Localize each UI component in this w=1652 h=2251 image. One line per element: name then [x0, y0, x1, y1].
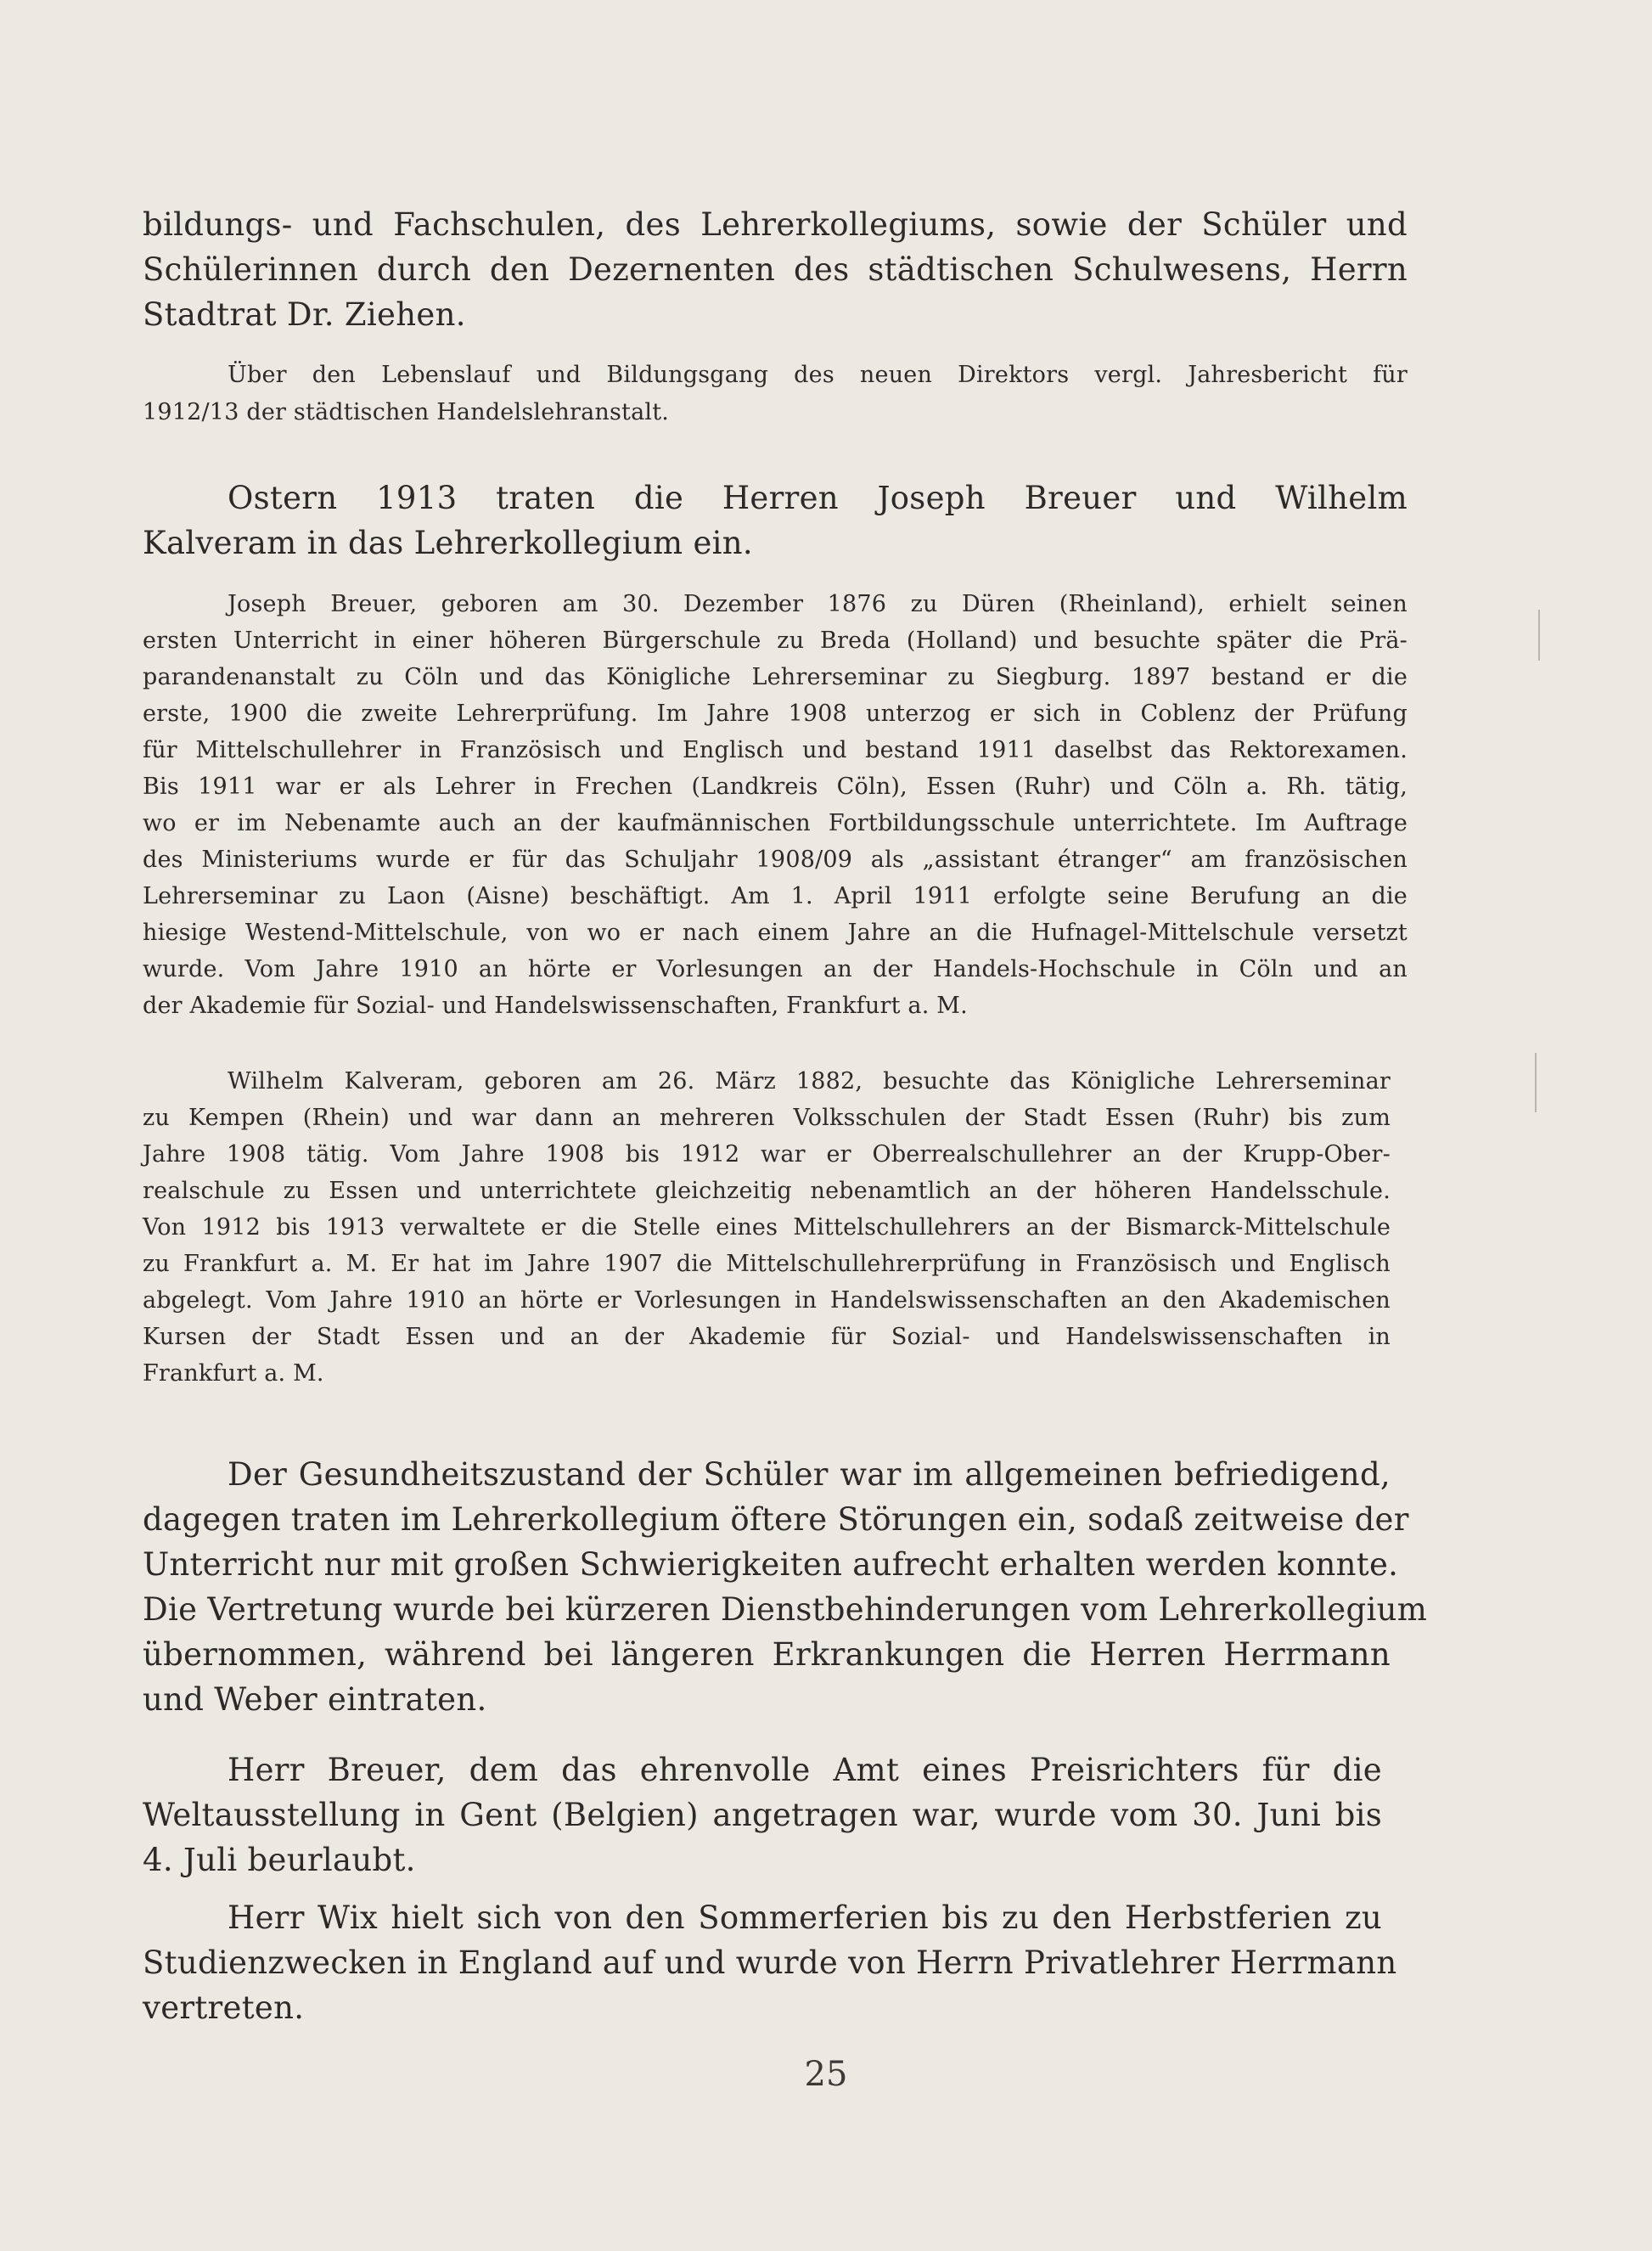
text-line: Frankfurt a. M.	[143, 1360, 324, 1387]
text-line: 4. Juli beurlaubt.	[143, 1842, 416, 1878]
text-line: ersten Unterricht in einer höheren Bürgerschule zu Breda (Holland) und besuchte später die Prä-	[143, 627, 1408, 654]
text-line: übernommen, während bei längeren Erkrankungen die Herren Herrmann	[143, 1636, 1391, 1673]
text-line: für Mittelschullehrer in Französisch und Englisch und bestand 1911 daselbst das Rektorexamen.	[143, 737, 1408, 763]
text-line: Jahre 1908 tätig. Vom Jahre 1908 bis 1912 war er Oberrealschullehrer an der Krupp-Ober-	[143, 1141, 1391, 1168]
text-line: Herr Breuer, dem das ehrenvolle Amt eines Preisrichters für die	[228, 1752, 1382, 1788]
biography-kalveram	[143, 1063, 1391, 1392]
text-line: 1912/13 der städtischen Handelslehranstalt.	[143, 399, 670, 425]
text-line: Der Gesundheitszustand der Schüler war im allgemeinen befriedigend,	[228, 1456, 1391, 1493]
text-line: abgelegt. Vom Jahre 1910 an hörte er Vorlesungen in Handelswissenschaften an den Akademischen	[143, 1287, 1391, 1314]
text-line: Unterricht nur mit großen Schwierigkeiten aufrecht erhalten werden konnte.	[143, 1546, 1399, 1583]
text-line: erste, 1900 die zweite Lehrerprüfung. Im Jahre 1908 unterzog er sich in Coblenz der Prüfung	[143, 701, 1408, 727]
paragraph-2	[143, 476, 1408, 566]
text-line: Lehrerseminar zu Laon (Aisne) beschäftigt. Am 1. April 1911 erfolgte seine Berufung an die	[143, 883, 1408, 909]
text-line: des Ministeriums wurde er für das Schuljahr 1908/09 als „assistant étranger“ am französischen	[143, 847, 1408, 873]
text-line: Schülerinnen durch den Dezernenten des städtischen Schulwesens, Herrn	[143, 251, 1408, 288]
text-line: Ostern 1913 traten die Herren Joseph Breuer und Wilhelm	[228, 480, 1408, 516]
page-number: 25	[804, 2055, 848, 2094]
text-line: bildungs- und Fachschulen, des Lehrerkollegiums, sowie der Schüler und	[143, 206, 1408, 243]
text-line: vertreten.	[143, 1989, 305, 2026]
paragraph-1	[143, 202, 1408, 337]
text-line: Kalveram in das Lehrerkollegium ein.	[143, 525, 753, 561]
text-line: Von 1912 bis 1913 verwaltete er die Stelle eines Mittelschullehrers an der Bismarck-Mittelschule	[143, 1214, 1391, 1241]
text-line: Stadtrat Dr. Ziehen.	[143, 296, 466, 333]
text-line: Über den Lebenslauf und Bildungsgang des neuen Direktors vergl. Jahresbericht für	[228, 362, 1408, 388]
text-line: und Weber eintraten.	[143, 1681, 487, 1718]
text-line: Weltausstellung in Gent (Belgien) angetragen war, wurde vom 30. Juni bis	[143, 1797, 1382, 1833]
text-line: realschule zu Essen und unterrichtete gleichzeitig nebenamtlich an der höheren Handelsschule.	[143, 1178, 1391, 1204]
note-1	[143, 357, 1408, 431]
text-line: Bis 1911 war er als Lehrer in Frechen (Landkreis Cöln), Essen (Ruhr) und Cöln a. Rh. tätig,	[143, 774, 1408, 800]
text-line: dagegen traten im Lehrerkollegium öftere Störungen ein, sodaß zeitweise der	[143, 1501, 1409, 1538]
paragraph-4	[143, 1747, 1382, 1882]
biography-breuer	[143, 586, 1408, 1024]
text-line: Wilhelm Kalveram, geboren am 26. März 1882, besuchte das Königliche Lehrerseminar	[228, 1068, 1391, 1095]
text-line: der Akademie für Sozial- und Handelswissenschaften, Frankfurt a. M.	[143, 993, 968, 1019]
paragraph-5	[143, 1895, 1397, 2030]
text-line: hiesige Westend-Mittelschule, von wo er nach einem Jahre an die Hufnagel-Mittelschule versetzt	[143, 920, 1408, 946]
text-line: wurde. Vom Jahre 1910 an hörte er Vorlesungen an der Handels-Hochschule in Cöln und an	[143, 956, 1408, 982]
text-line: parandenanstalt zu Cöln und das Königliche Lehrerseminar zu Siegburg. 1897 bestand er die	[143, 664, 1408, 690]
text-line: Die Vertretung wurde bei kürzeren Dienstbehinderungen vom Lehrerkollegium	[143, 1591, 1428, 1628]
text-line: Joseph Breuer, geboren am 30. Dezember 1876 zu Düren (Rheinland), erhielt seinen	[228, 591, 1408, 617]
text-line: Kursen der Stadt Essen und an der Akademie für Sozial- und Handelswissenschaften in	[143, 1324, 1391, 1350]
text-line: zu Kempen (Rhein) und war dann an mehreren Volksschulen der Stadt Essen (Ruhr) bis zum	[143, 1105, 1391, 1131]
scan-mark	[1538, 610, 1540, 661]
text-line: Studienzwecken in England auf und wurde von Herrn Privatlehrer Herrmann	[143, 1944, 1397, 1981]
scan-mark	[1535, 1053, 1537, 1112]
paragraph-3	[143, 1452, 1428, 1722]
text-line: zu Frankfurt a. M. Er hat im Jahre 1907 die Mittelschullehrerprüfung in Französisch und Englisch	[143, 1251, 1391, 1277]
text-line: wo er im Nebenamte auch an der kaufmännischen Fortbildungsschule unterrichtete. Im Auftrage	[143, 810, 1408, 836]
text-line: Herr Wix hielt sich von den Sommerferien bis zu den Herbstferien zu	[228, 1899, 1382, 1936]
